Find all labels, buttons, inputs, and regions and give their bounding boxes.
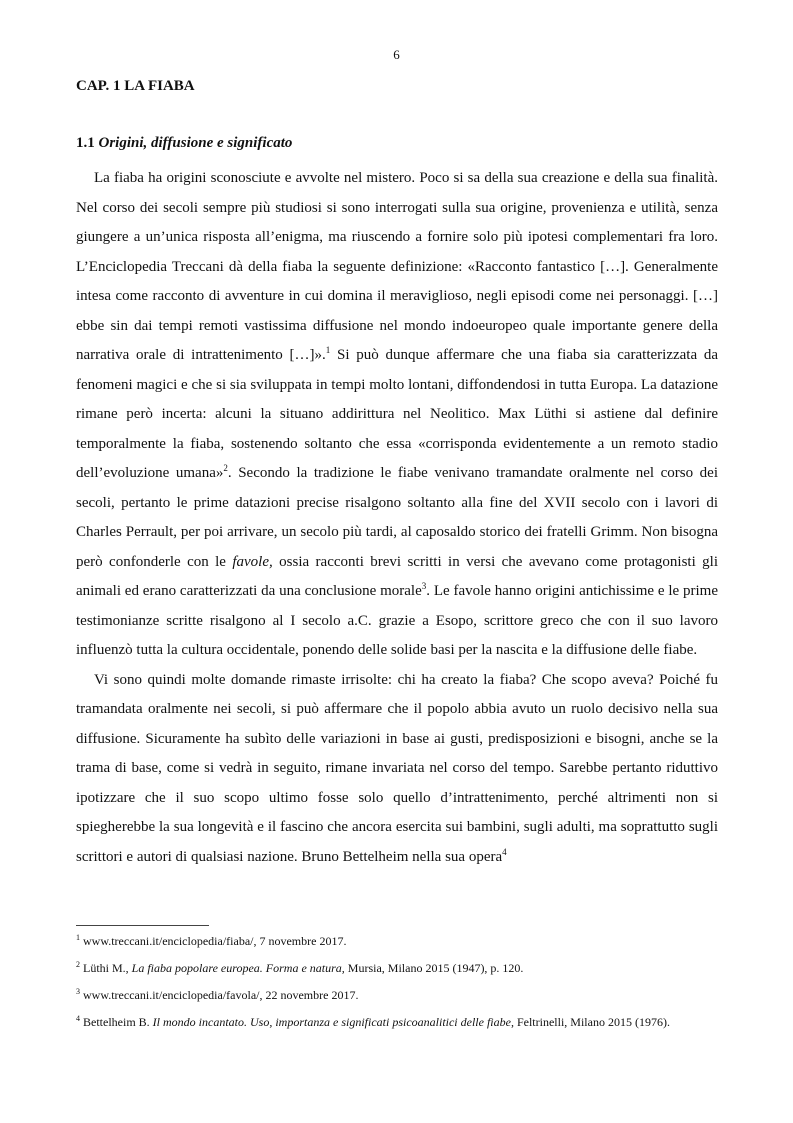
paragraph-1-text-d: ossia racconti brevi scritti in versi che avevano come protagonisti gli animali ed erano caratterizzati da una conclusione morale: [76, 553, 718, 599]
paragraph-1-text-e: . Le favole hanno origini antichissime e le prime testimonianze scritte risalgono al I secolo a.C. grazie a Esopo, scrittore greco che con il suo lavoro influenzò tutta la cultura occidentale, ponendo delle solide basi per la nascita e la diffusione delle fiabe.: [76, 583, 718, 658]
footnote-2: [76, 961, 718, 976]
footnote-4-title: Il mondo incantato. Uso, importanza e significati psicoanalitici delle fiabe,: [152, 1015, 514, 1029]
footnote-3-text: www.treccani.it/enciclopedia/favola/, 22 novembre 2017.: [80, 988, 359, 1002]
paragraph-1-text-b: Si può dunque affermare che una fiaba sia caratterizzata da fenomeni magici e che si sia sviluppata in tempi molto lontani, diffondendosi in tutta Europa. La datazione rimane però incerta: alcuni la situano addirittura nel Neolitico. Max Lüthi si astiene dal definire temporalmente la fiaba, sostenendo soltanto che essa «corrisponda evidentemente a un remoto stadio dell’evoluzione umana»: [76, 347, 719, 481]
footnote-1: [76, 934, 718, 949]
footnote-separator: [76, 925, 209, 926]
footnote-3: [76, 988, 718, 1003]
footnotes: [76, 934, 718, 1042]
section-title-text: Origini, diffusione e significato: [98, 135, 293, 151]
page-number: 6: [393, 47, 400, 62]
paragraph-1-text-a: La fiaba ha origini sconosciute e avvolte nel mistero. Poco si sa della sua creazione e della sua finalità. Nel corso dei secoli sempre più studiosi si sono interrogati sulla sua origine, provenienza e utilità, senza giungere a un’unica risposta all’enigma, ma riuscendo a fornire solo più ipotesi complementari fra loro. L’Enciclopedia Treccani dà della fiaba la seguente definizione: «Racconto fantastico […]. Generalmente intesa come racconto di avventure in cui domina il meraviglioso, negli episodi come nei personaggi. […] ebbe sin dai tempi remoti vastissima diffusione nel mondo indoeuropeo quale importante genere della narrativa orale di intrattenimento […]».: [76, 170, 718, 363]
footnote-2-publisher: Mursia, Milano 2015 (1947), p. 120.: [344, 961, 524, 975]
footnote-2-number: 2: [76, 960, 80, 969]
footnote-4: [76, 1015, 718, 1030]
footnote-ref-2: 2: [223, 463, 228, 473]
paragraph-1-text-c: . Secondo la tradizione le fiabe venivano tramandate oralmente nel corso dei secoli, pertanto le prime datazioni precise risalgono soltanto alla fine del XVII secolo con i lavori di Charles Perrault, per poi arrivare, un secolo più tardi, al caposaldo storico dei fratelli Grimm. Non bisogna però confonderle con le: [76, 465, 719, 570]
footnote-1-number: 1: [76, 933, 80, 942]
footnote-2-title: La fiaba popolare europea. Forma e natura,: [131, 961, 345, 975]
favole-italic: favole,: [232, 553, 273, 570]
footnote-3-number: 3: [76, 987, 80, 996]
paragraph-2-text: Vi sono quindi molte domande rimaste irrisolte: chi ha creato la fiaba? Che scopo aveva? Poiché fu tramandata oralmente nei secoli, si può affermare che il popolo abbia avuto un ruolo decisivo nella sua diffusione. Sicuramente ha subìto delle variazioni in base ai gusti, predisposizioni e bisogni, anche se la trama di base, come si vedrà in seguito, rimane invariata nel corso del tempo. Sarebbe pertanto riduttivo ipotizzare che il suo scopo ultimo fosse solo quello d’intrattenimento, perché altrimenti non si spiegherebbe la sua longevità e il fascino che ancora esercita sui bambini, sugli adulti, ma soprattutto sugli scrittori e autori di qualsiasi nazione. Bruno Bettelheim nella sua opera: [76, 671, 718, 865]
footnote-4-number: 4: [76, 1014, 80, 1023]
chapter-title: CAP. 1 LA FIABA: [76, 78, 195, 94]
section-title: [76, 135, 292, 152]
footnote-1-text: www.treccani.it/enciclopedia/fiaba/, 7 novembre 2017.: [80, 934, 347, 948]
paragraph-2: [76, 666, 718, 873]
footnote-2-author: Lüthi M.,: [80, 961, 132, 975]
footnote-4-author: Bettelheim B.: [80, 1015, 153, 1029]
section-number: 1.1: [76, 135, 95, 151]
footnote-ref-4: 4: [502, 846, 507, 857]
footnote-ref-3: 3: [421, 581, 427, 591]
footnote-ref-1: 1: [325, 345, 331, 355]
footnote-4-publisher: Feltrinelli, Milano 2015 (1976).: [513, 1015, 670, 1029]
paragraph-1: [76, 164, 718, 666]
body-text: [76, 164, 718, 872]
